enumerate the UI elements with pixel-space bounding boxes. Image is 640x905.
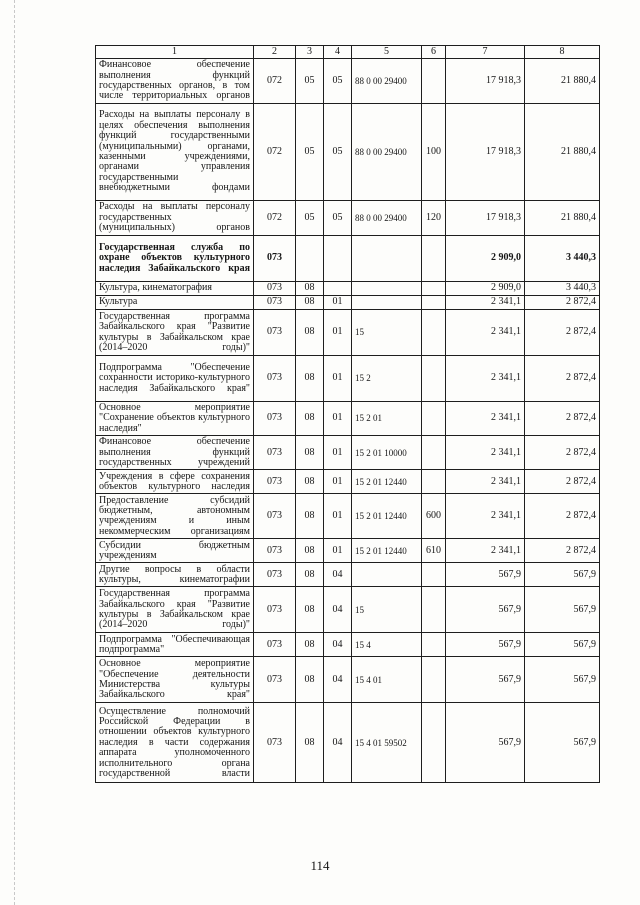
table-row: [96, 356, 600, 402]
row-name: Предоставление субсидий бюджетным, автономным учреждениям и иным некоммерческим организациям: [96, 494, 254, 539]
row-expense-type: [422, 282, 446, 296]
row-amount-col7: 17 918,3: [446, 59, 525, 104]
row-section-code: 08: [296, 470, 324, 494]
row-section-code: 08: [296, 539, 324, 563]
row-expense-type: [422, 633, 446, 657]
row-target-article: 88 0 00 29400: [352, 59, 422, 104]
table-row: [96, 494, 600, 539]
row-subsection-code: 04: [324, 703, 352, 783]
row-subsection-code: [324, 236, 352, 282]
row-amount-col8: 567,9: [525, 587, 600, 633]
row-ministry-code: 073: [254, 587, 296, 633]
row-expense-type: 120: [422, 201, 446, 236]
table-row: [96, 657, 600, 703]
row-subsection-code: 01: [324, 296, 352, 310]
table-row: [96, 236, 600, 282]
row-name: Государственная служба по охране объектов культурного наследия Забайкальского края: [96, 236, 254, 282]
row-amount-col8: 21 880,4: [525, 104, 600, 201]
row-section-code: 08: [296, 282, 324, 296]
row-name: Государственная программа Забайкальского края "Развитие культуры в Забайкальском крае (2014–2020 годы)": [96, 310, 254, 356]
row-ministry-code: 073: [254, 563, 296, 587]
row-section-code: [296, 236, 324, 282]
row-ministry-code: 073: [254, 282, 296, 296]
row-section-code: 05: [296, 201, 324, 236]
row-ministry-code: 073: [254, 657, 296, 703]
row-expense-type: [422, 402, 446, 436]
row-name: Субсидии бюджетным учреждениям: [96, 539, 254, 563]
row-name: Культура, кинематография: [96, 282, 254, 296]
header-cell: 8: [525, 46, 600, 59]
row-subsection-code: [324, 282, 352, 296]
row-target-article: 15 4: [352, 633, 422, 657]
row-subsection-code: 01: [324, 470, 352, 494]
header-cell: 5: [352, 46, 422, 59]
row-expense-type: 600: [422, 494, 446, 539]
table-row: [96, 633, 600, 657]
row-amount-col8: 567,9: [525, 563, 600, 587]
row-section-code: 08: [296, 587, 324, 633]
row-expense-type: [422, 657, 446, 703]
row-subsection-code: 01: [324, 310, 352, 356]
row-amount-col8: 2 872,4: [525, 494, 600, 539]
row-section-code: 05: [296, 59, 324, 104]
header-cell: 4: [324, 46, 352, 59]
table-row: [96, 436, 600, 470]
row-section-code: 08: [296, 657, 324, 703]
row-target-article: 15 4 01: [352, 657, 422, 703]
row-subsection-code: 01: [324, 436, 352, 470]
row-amount-col7: 2 341,1: [446, 402, 525, 436]
row-ministry-code: 072: [254, 59, 296, 104]
row-name: Подпрограмма "Обеспечивающая подпрограмма": [96, 633, 254, 657]
row-expense-type: [422, 59, 446, 104]
table-row: [96, 310, 600, 356]
budget-table: [95, 45, 600, 783]
row-amount-col7: 2 341,1: [446, 470, 525, 494]
table-row: [96, 201, 600, 236]
row-ministry-code: 073: [254, 539, 296, 563]
row-amount-col7: 567,9: [446, 633, 525, 657]
page-number: 114: [310, 858, 330, 873]
row-amount-col7: 2 909,0: [446, 282, 525, 296]
row-target-article: 15: [352, 310, 422, 356]
row-ministry-code: 073: [254, 296, 296, 310]
row-ministry-code: 073: [254, 402, 296, 436]
row-section-code: 08: [296, 703, 324, 783]
row-amount-col8: 567,9: [525, 657, 600, 703]
row-expense-type: 610: [422, 539, 446, 563]
row-amount-col8: 2 872,4: [525, 296, 600, 310]
row-section-code: 08: [296, 494, 324, 539]
row-subsection-code: 05: [324, 59, 352, 104]
row-section-code: 08: [296, 296, 324, 310]
row-target-article: 15 2 01 12440: [352, 539, 422, 563]
row-name: Учреждения в сфере сохранения объектов культурного наследия: [96, 470, 254, 494]
row-name: Другие вопросы в области культуры, кинематографии: [96, 563, 254, 587]
header-cell: 3: [296, 46, 324, 59]
row-subsection-code: 05: [324, 201, 352, 236]
row-ministry-code: 073: [254, 436, 296, 470]
row-target-article: [352, 236, 422, 282]
row-expense-type: [422, 296, 446, 310]
row-name: Финансовое обеспечение выполнения функций государственных органов, в том числе территориальных органов: [96, 59, 254, 104]
row-amount-col8: 3 440,3: [525, 282, 600, 296]
row-section-code: 08: [296, 436, 324, 470]
row-amount-col8: 2 872,4: [525, 436, 600, 470]
row-name: Основное мероприятие "Обеспечение деятельности Министерства культуры Забайкальского края": [96, 657, 254, 703]
row-ministry-code: 073: [254, 310, 296, 356]
row-target-article: 15 2 01 12440: [352, 494, 422, 539]
table-row: [96, 296, 600, 310]
row-ministry-code: 073: [254, 494, 296, 539]
row-ministry-code: 073: [254, 633, 296, 657]
row-subsection-code: 04: [324, 657, 352, 703]
table-row: [96, 587, 600, 633]
row-section-code: 05: [296, 104, 324, 201]
row-amount-col7: 2 341,1: [446, 436, 525, 470]
row-amount-col7: 567,9: [446, 587, 525, 633]
binding-margin-line: [14, 0, 15, 905]
row-section-code: 08: [296, 402, 324, 436]
table-row: [96, 402, 600, 436]
header-cell: 6: [422, 46, 446, 59]
row-expense-type: [422, 563, 446, 587]
row-ministry-code: 073: [254, 236, 296, 282]
table-row: [96, 539, 600, 563]
row-section-code: 08: [296, 356, 324, 402]
table-row: [96, 563, 600, 587]
row-target-article: [352, 296, 422, 310]
row-subsection-code: 01: [324, 494, 352, 539]
row-amount-col8: 567,9: [525, 633, 600, 657]
row-subsection-code: 04: [324, 563, 352, 587]
row-section-code: 08: [296, 310, 324, 356]
table-row: [96, 703, 600, 783]
row-target-article: 15 2 01 12440: [352, 470, 422, 494]
row-section-code: 08: [296, 563, 324, 587]
row-section-code: 08: [296, 633, 324, 657]
row-amount-col8: 3 440,3: [525, 236, 600, 282]
row-name: Расходы на выплаты персоналу государственных (муниципальных) органов: [96, 201, 254, 236]
row-subsection-code: 04: [324, 633, 352, 657]
row-name: Основное мероприятие "Сохранение объектов культурного наследия": [96, 402, 254, 436]
header-cell: 1: [96, 46, 254, 59]
row-ministry-code: 073: [254, 356, 296, 402]
row-target-article: 88 0 00 29400: [352, 104, 422, 201]
row-expense-type: [422, 310, 446, 356]
row-expense-type: 100: [422, 104, 446, 201]
row-amount-col7: 2 341,1: [446, 310, 525, 356]
table-header-row: [96, 46, 600, 59]
row-expense-type: [422, 587, 446, 633]
row-amount-col8: 21 880,4: [525, 59, 600, 104]
row-subsection-code: 05: [324, 104, 352, 201]
table-body: [96, 46, 600, 783]
row-name: Расходы на выплаты персоналу в целях обеспечения выполнения функций государственными (муниципальными) органами, казенными учреждениями, органами управления государственными внебюджетными фондами: [96, 104, 254, 201]
table-row: [96, 470, 600, 494]
row-ministry-code: 073: [254, 703, 296, 783]
table-row: [96, 282, 600, 296]
row-amount-col8: 21 880,4: [525, 201, 600, 236]
row-amount-col7: 567,9: [446, 563, 525, 587]
row-expense-type: [422, 436, 446, 470]
row-subsection-code: 01: [324, 539, 352, 563]
row-subsection-code: 01: [324, 356, 352, 402]
row-amount-col8: 567,9: [525, 703, 600, 783]
row-amount-col8: 2 872,4: [525, 470, 600, 494]
row-target-article: 15: [352, 587, 422, 633]
row-amount-col8: 2 872,4: [525, 356, 600, 402]
row-expense-type: [422, 236, 446, 282]
row-target-article: [352, 282, 422, 296]
row-target-article: 15 2: [352, 356, 422, 402]
row-amount-col8: 2 872,4: [525, 539, 600, 563]
row-name: Культура: [96, 296, 254, 310]
row-amount-col7: 2 341,1: [446, 539, 525, 563]
row-expense-type: [422, 356, 446, 402]
row-amount-col8: 2 872,4: [525, 310, 600, 356]
row-target-article: 15 4 01 59502: [352, 703, 422, 783]
row-amount-col8: 2 872,4: [525, 402, 600, 436]
row-amount-col7: 2 909,0: [446, 236, 525, 282]
row-name: Осуществление полномочий Российской Федерации в отношении объектов культурного наследия в части содержания аппарата уполномоченного исполнительного органа государственной власти: [96, 703, 254, 783]
header-cell: 2: [254, 46, 296, 59]
row-amount-col7: 2 341,1: [446, 356, 525, 402]
row-amount-col7: 567,9: [446, 657, 525, 703]
row-target-article: [352, 563, 422, 587]
row-ministry-code: 072: [254, 201, 296, 236]
row-expense-type: [422, 703, 446, 783]
row-subsection-code: 01: [324, 402, 352, 436]
row-amount-col7: 17 918,3: [446, 104, 525, 201]
row-amount-col7: 2 341,1: [446, 296, 525, 310]
row-target-article: 15 2 01: [352, 402, 422, 436]
row-ministry-code: 072: [254, 104, 296, 201]
row-subsection-code: 04: [324, 587, 352, 633]
row-name: Государственная программа Забайкальского края "Развитие культуры в Забайкальском крае (2014–2020 годы)": [96, 587, 254, 633]
row-target-article: 15 2 01 10000: [352, 436, 422, 470]
row-ministry-code: 073: [254, 470, 296, 494]
row-amount-col7: 567,9: [446, 703, 525, 783]
row-target-article: 88 0 00 29400: [352, 201, 422, 236]
table-row: [96, 104, 600, 201]
row-expense-type: [422, 470, 446, 494]
row-name: Подпрограмма "Обеспечение сохранности историко-культурного наследия Забайкальского края": [96, 356, 254, 402]
row-amount-col7: 2 341,1: [446, 494, 525, 539]
header-cell: 7: [446, 46, 525, 59]
row-amount-col7: 17 918,3: [446, 201, 525, 236]
row-name: Финансовое обеспечение выполнения функций государственных учреждений: [96, 436, 254, 470]
table-row: [96, 59, 600, 104]
